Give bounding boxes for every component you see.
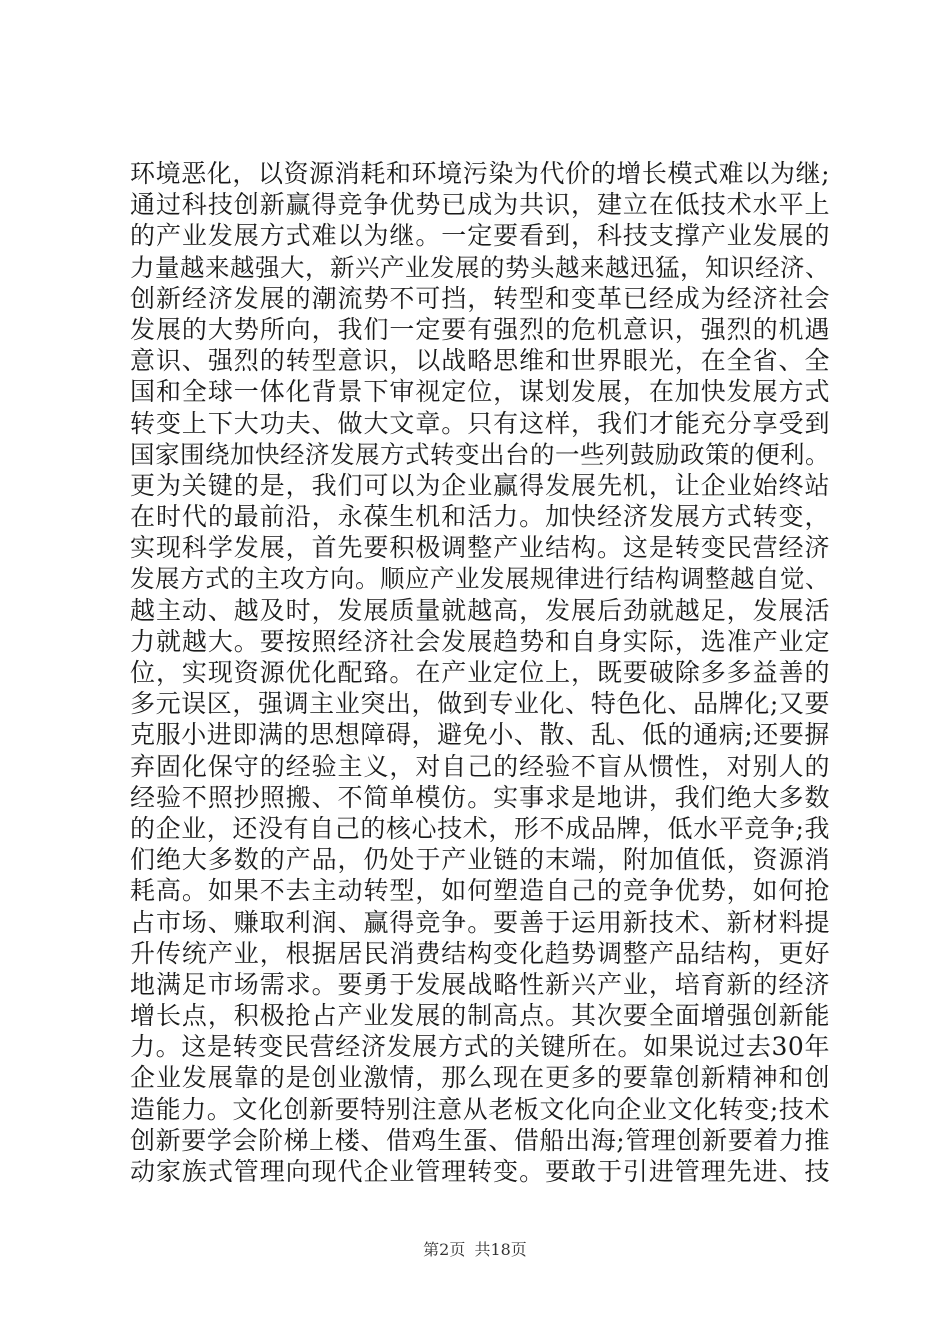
text-line: 企业发展靠的是创业激情，那么现在更多的要靠创新精神和创 [130, 1063, 830, 1093]
text-line: 造能力。文化创新要特别注意从老板文化向企业文化转变;技术 [130, 1094, 830, 1124]
text-line: 们绝大多数的产品，仍处于产业链的末端，附加值低，资源消 [130, 845, 830, 875]
text-line: 耗高。如果不去主动转型，如何塑造自己的竞争优势，如何抢 [130, 876, 830, 906]
text-line: 动家族式管理向现代企业管理转变。要敢于引进管理先进、技 [130, 1157, 830, 1186]
text-line: 创新经济发展的潮流势不可挡，转型和变革已经成为经济社会 [130, 283, 830, 313]
text-line: 创新要学会阶梯上楼、借鸡生蛋、借船出海;管理创新要着力推 [130, 1125, 830, 1155]
text-line: 多元误区，强调主业突出，做到专业化、特色化、品牌化;又要 [130, 689, 830, 719]
text-line: 国和全球一体化背景下审视定位，谋划发展，在加快发展方式 [130, 377, 830, 407]
text-line: 在时代的最前沿，永葆生机和活力。加快经济发展方式转变， [130, 502, 830, 532]
text-line: 通过科技创新赢得竞争优势已成为共识，建立在低技术水平上 [130, 190, 830, 220]
page-number-footer: 第2页 共18页 [423, 1240, 527, 1259]
text-line: 环境恶化，以资源消耗和环境污染为代价的增长模式难以为继; [130, 159, 830, 188]
text-line: 力。这是转变民营经济发展方式的关键所在。如果说过去30年 [130, 1032, 830, 1062]
text-line: 力量越来越强大，新兴产业发展的势头越来越迅猛，知识经济、 [130, 252, 830, 282]
text-line: 弃固化保守的经验主义，对自己的经验不盲从惯性，对别人的 [130, 751, 830, 781]
text-line: 地满足市场需求。要勇于发展战略性新兴产业，培育新的经济 [130, 969, 830, 999]
text-line: 克服小进即满的思想障碍，避免小、散、乱、低的通病;还要摒 [130, 720, 830, 750]
text-line: 占市场、赚取利润、赢得竞争。要善于运用新技术、新材料提 [130, 907, 830, 937]
text-line: 国家围绕加快经济发展方式转变出台的一些列鼓励政策的便利。 [130, 439, 830, 469]
text-line: 实现科学发展，首先要积极调整产业结构。这是转变民营经济 [130, 533, 830, 563]
text-line: 的企业，还没有自己的核心技术，形不成品牌，低水平竞争;我 [130, 813, 830, 843]
text-line: 更为关键的是，我们可以为企业赢得发展先机，让企业始终站 [130, 470, 830, 500]
text-line: 越主动、越及时，发展质量就越高，发展后劲就越足，发展活 [130, 595, 830, 625]
text-line: 升传统产业，根据居民消费结构变化趋势调整产品结构，更好 [130, 938, 830, 968]
text-line: 发展的大势所向，我们一定要有强烈的危机意识，强烈的机遇 [130, 314, 830, 344]
text-line: 意识、强烈的转型意识，以战略思维和世界眼光，在全省、全 [130, 346, 830, 376]
text-line: 力就越大。要按照经济社会发展趋势和自身实际，选准产业定 [130, 626, 830, 656]
text-line: 位，实现资源优化配臵。在产业定位上，既要破除多多益善的 [130, 658, 830, 687]
text-line: 发展方式的主攻方向。顺应产业发展规律进行结构调整越自觉、 [130, 564, 830, 594]
text-line: 转变上下大功夫、做大文章。只有这样，我们才能充分享受到 [130, 408, 830, 438]
text-line: 增长点，积极抢占产业发展的制高点。其次要全面增强创新能 [130, 1001, 830, 1031]
text-line: 经验不照抄照搬、不简单模仿。实事求是地讲，我们绝大多数 [130, 782, 830, 812]
text-line: 的产业发展方式难以为继。一定要看到，科技支撑产业发展的 [130, 221, 830, 251]
body-text [130, 158, 830, 1187]
